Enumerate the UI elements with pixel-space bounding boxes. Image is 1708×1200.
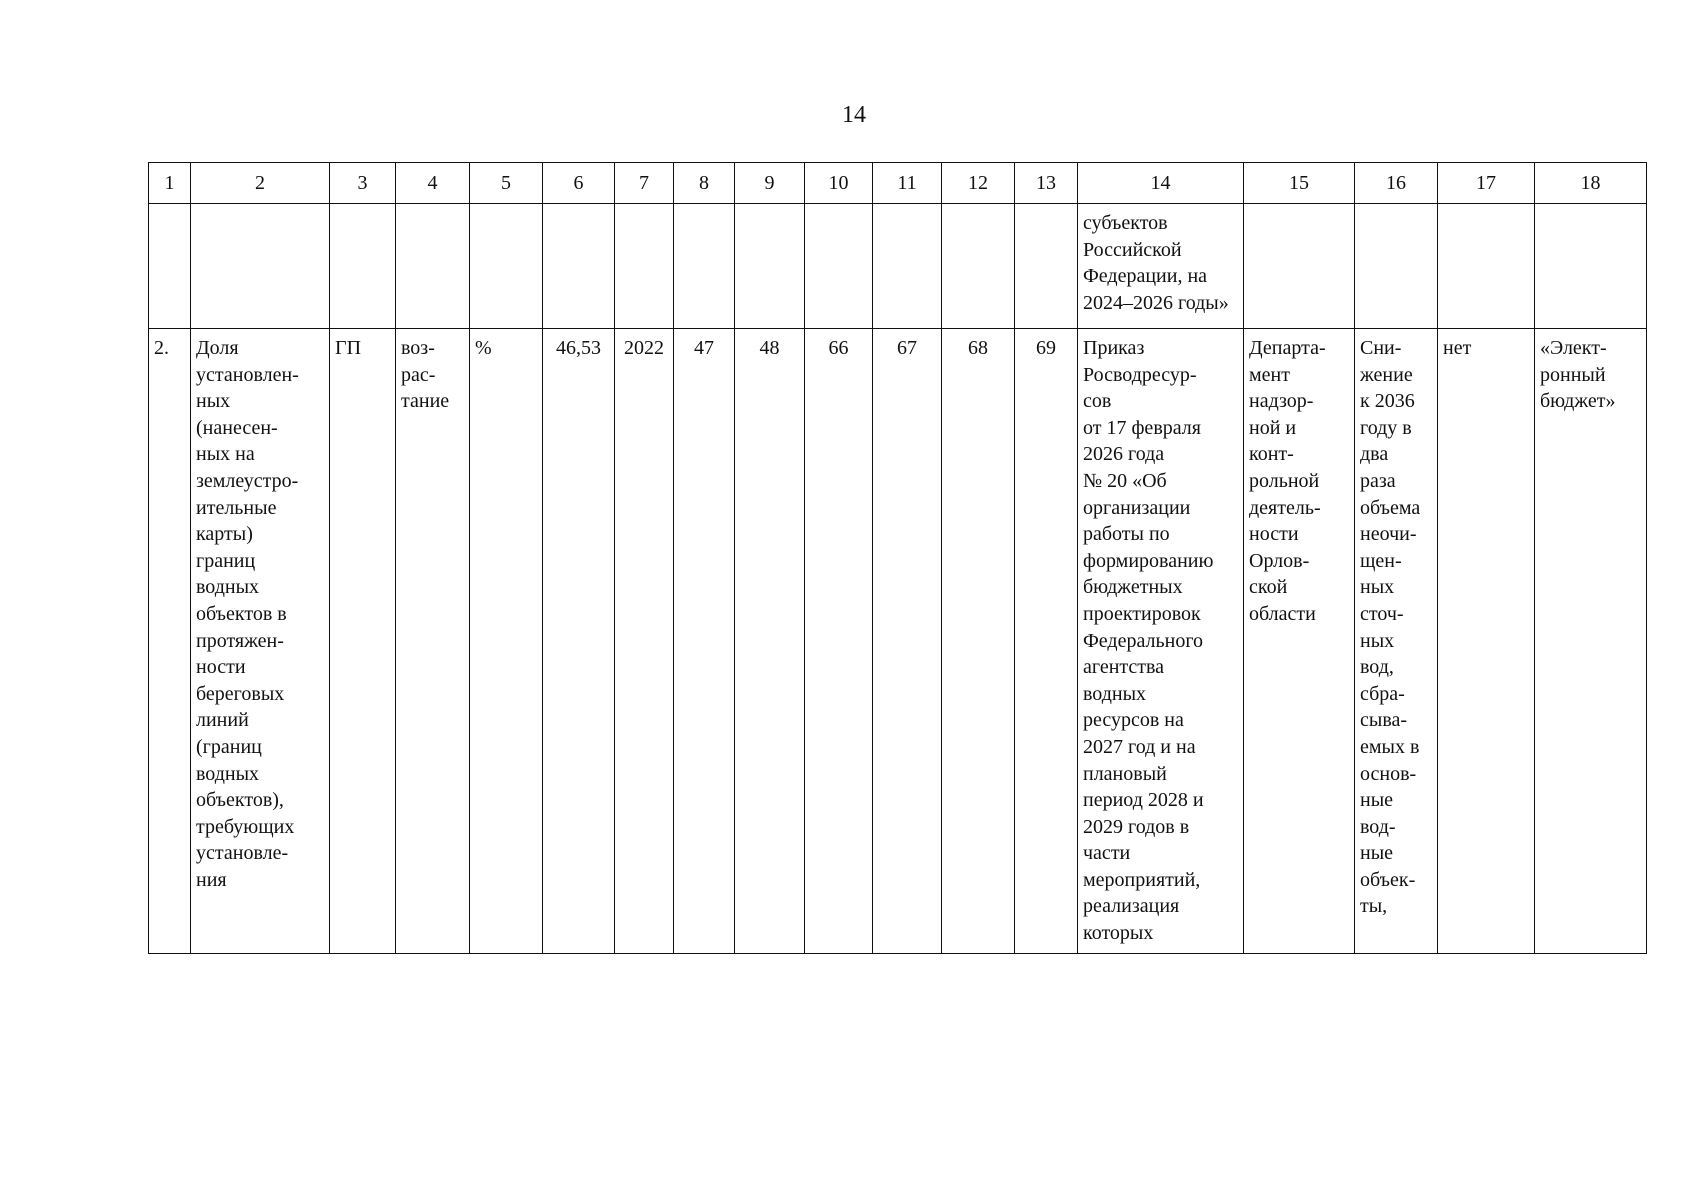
column-header: 2 — [191, 163, 330, 204]
value-cell: 48 — [735, 329, 805, 954]
unit-cell: % — [470, 329, 543, 954]
column-header: 7 — [615, 163, 674, 204]
goal-link-cell: Сни- жение к 2036 году в два раза объема неочи- щен- ных сточ- ных вод, сбра- сыва- емых в основ- ные вод- ные объек- ты, — [1355, 329, 1438, 954]
table-row — [149, 204, 1647, 329]
column-header: 18 — [1535, 163, 1647, 204]
table-header-row — [149, 163, 1647, 204]
column-header: 9 — [735, 163, 805, 204]
table-cell — [1535, 204, 1647, 329]
table-cell — [1015, 204, 1078, 329]
base-year-cell: 2022 — [615, 329, 674, 954]
row-number-cell: 2. — [149, 329, 191, 954]
dynamics-cell: воз- рас- тание — [396, 329, 470, 954]
base-value-cell: 46,53 — [543, 329, 615, 954]
column-header: 12 — [942, 163, 1015, 204]
value-cell: 66 — [805, 329, 873, 954]
column-header: 5 — [470, 163, 543, 204]
table-cell — [942, 204, 1015, 329]
column-header: 16 — [1355, 163, 1438, 204]
table-cell — [396, 204, 470, 329]
column-header: 1 — [149, 163, 191, 204]
column-header: 11 — [873, 163, 942, 204]
table-cell — [1355, 204, 1438, 329]
table-cell — [615, 204, 674, 329]
column-header: 15 — [1244, 163, 1355, 204]
column-header: 3 — [330, 163, 396, 204]
value-cell: 68 — [942, 329, 1015, 954]
table-cell — [470, 204, 543, 329]
table-cell — [805, 204, 873, 329]
column-header: 8 — [674, 163, 735, 204]
table-cell — [543, 204, 615, 329]
table-cell — [1438, 204, 1535, 329]
legal-basis-cell: субъектов Российской Федерации, на 2024–2026 годы» — [1078, 204, 1244, 329]
table-cell — [149, 204, 191, 329]
table-cell — [191, 204, 330, 329]
indicator-type-cell: ГП — [330, 329, 396, 954]
legal-basis-cell: Приказ Росводресур- сов от 17 февраля 2026 года № 20 «Об организации работы по формированию бюджетных проектировок Федерального агентства водных ресурсов на 2027 год и на плановый период 2028 и 2029 годов в части мероприятий, реализация которых — [1078, 329, 1244, 954]
value-cell: 69 — [1015, 329, 1078, 954]
information-system-cell: «Элект- ронный бюджет» — [1535, 329, 1647, 954]
page-number: 14 — [842, 102, 866, 128]
table-cell: нет — [1438, 329, 1535, 954]
table-cell — [735, 204, 805, 329]
table-row — [149, 329, 1647, 954]
column-header: 4 — [396, 163, 470, 204]
table-cell — [674, 204, 735, 329]
column-header: 13 — [1015, 163, 1078, 204]
indicator-name-cell: Доля установлен- ных (нанесен- ных на землеустро- ительные карты) границ водных объектов в протяжен- ности береговых линий (границ водных объектов), требующих установле- ния — [191, 329, 330, 954]
indicator-table — [148, 162, 1647, 954]
column-header: 14 — [1078, 163, 1244, 204]
column-header: 17 — [1438, 163, 1535, 204]
table-cell — [873, 204, 942, 329]
value-cell: 67 — [873, 329, 942, 954]
table-cell — [330, 204, 396, 329]
responsible-body-cell: Департа- мент надзор- ной и конт- рольной деятель- ности Орлов- ской области — [1244, 329, 1355, 954]
value-cell: 47 — [674, 329, 735, 954]
column-header: 6 — [543, 163, 615, 204]
table-cell — [1244, 204, 1355, 329]
column-header: 10 — [805, 163, 873, 204]
